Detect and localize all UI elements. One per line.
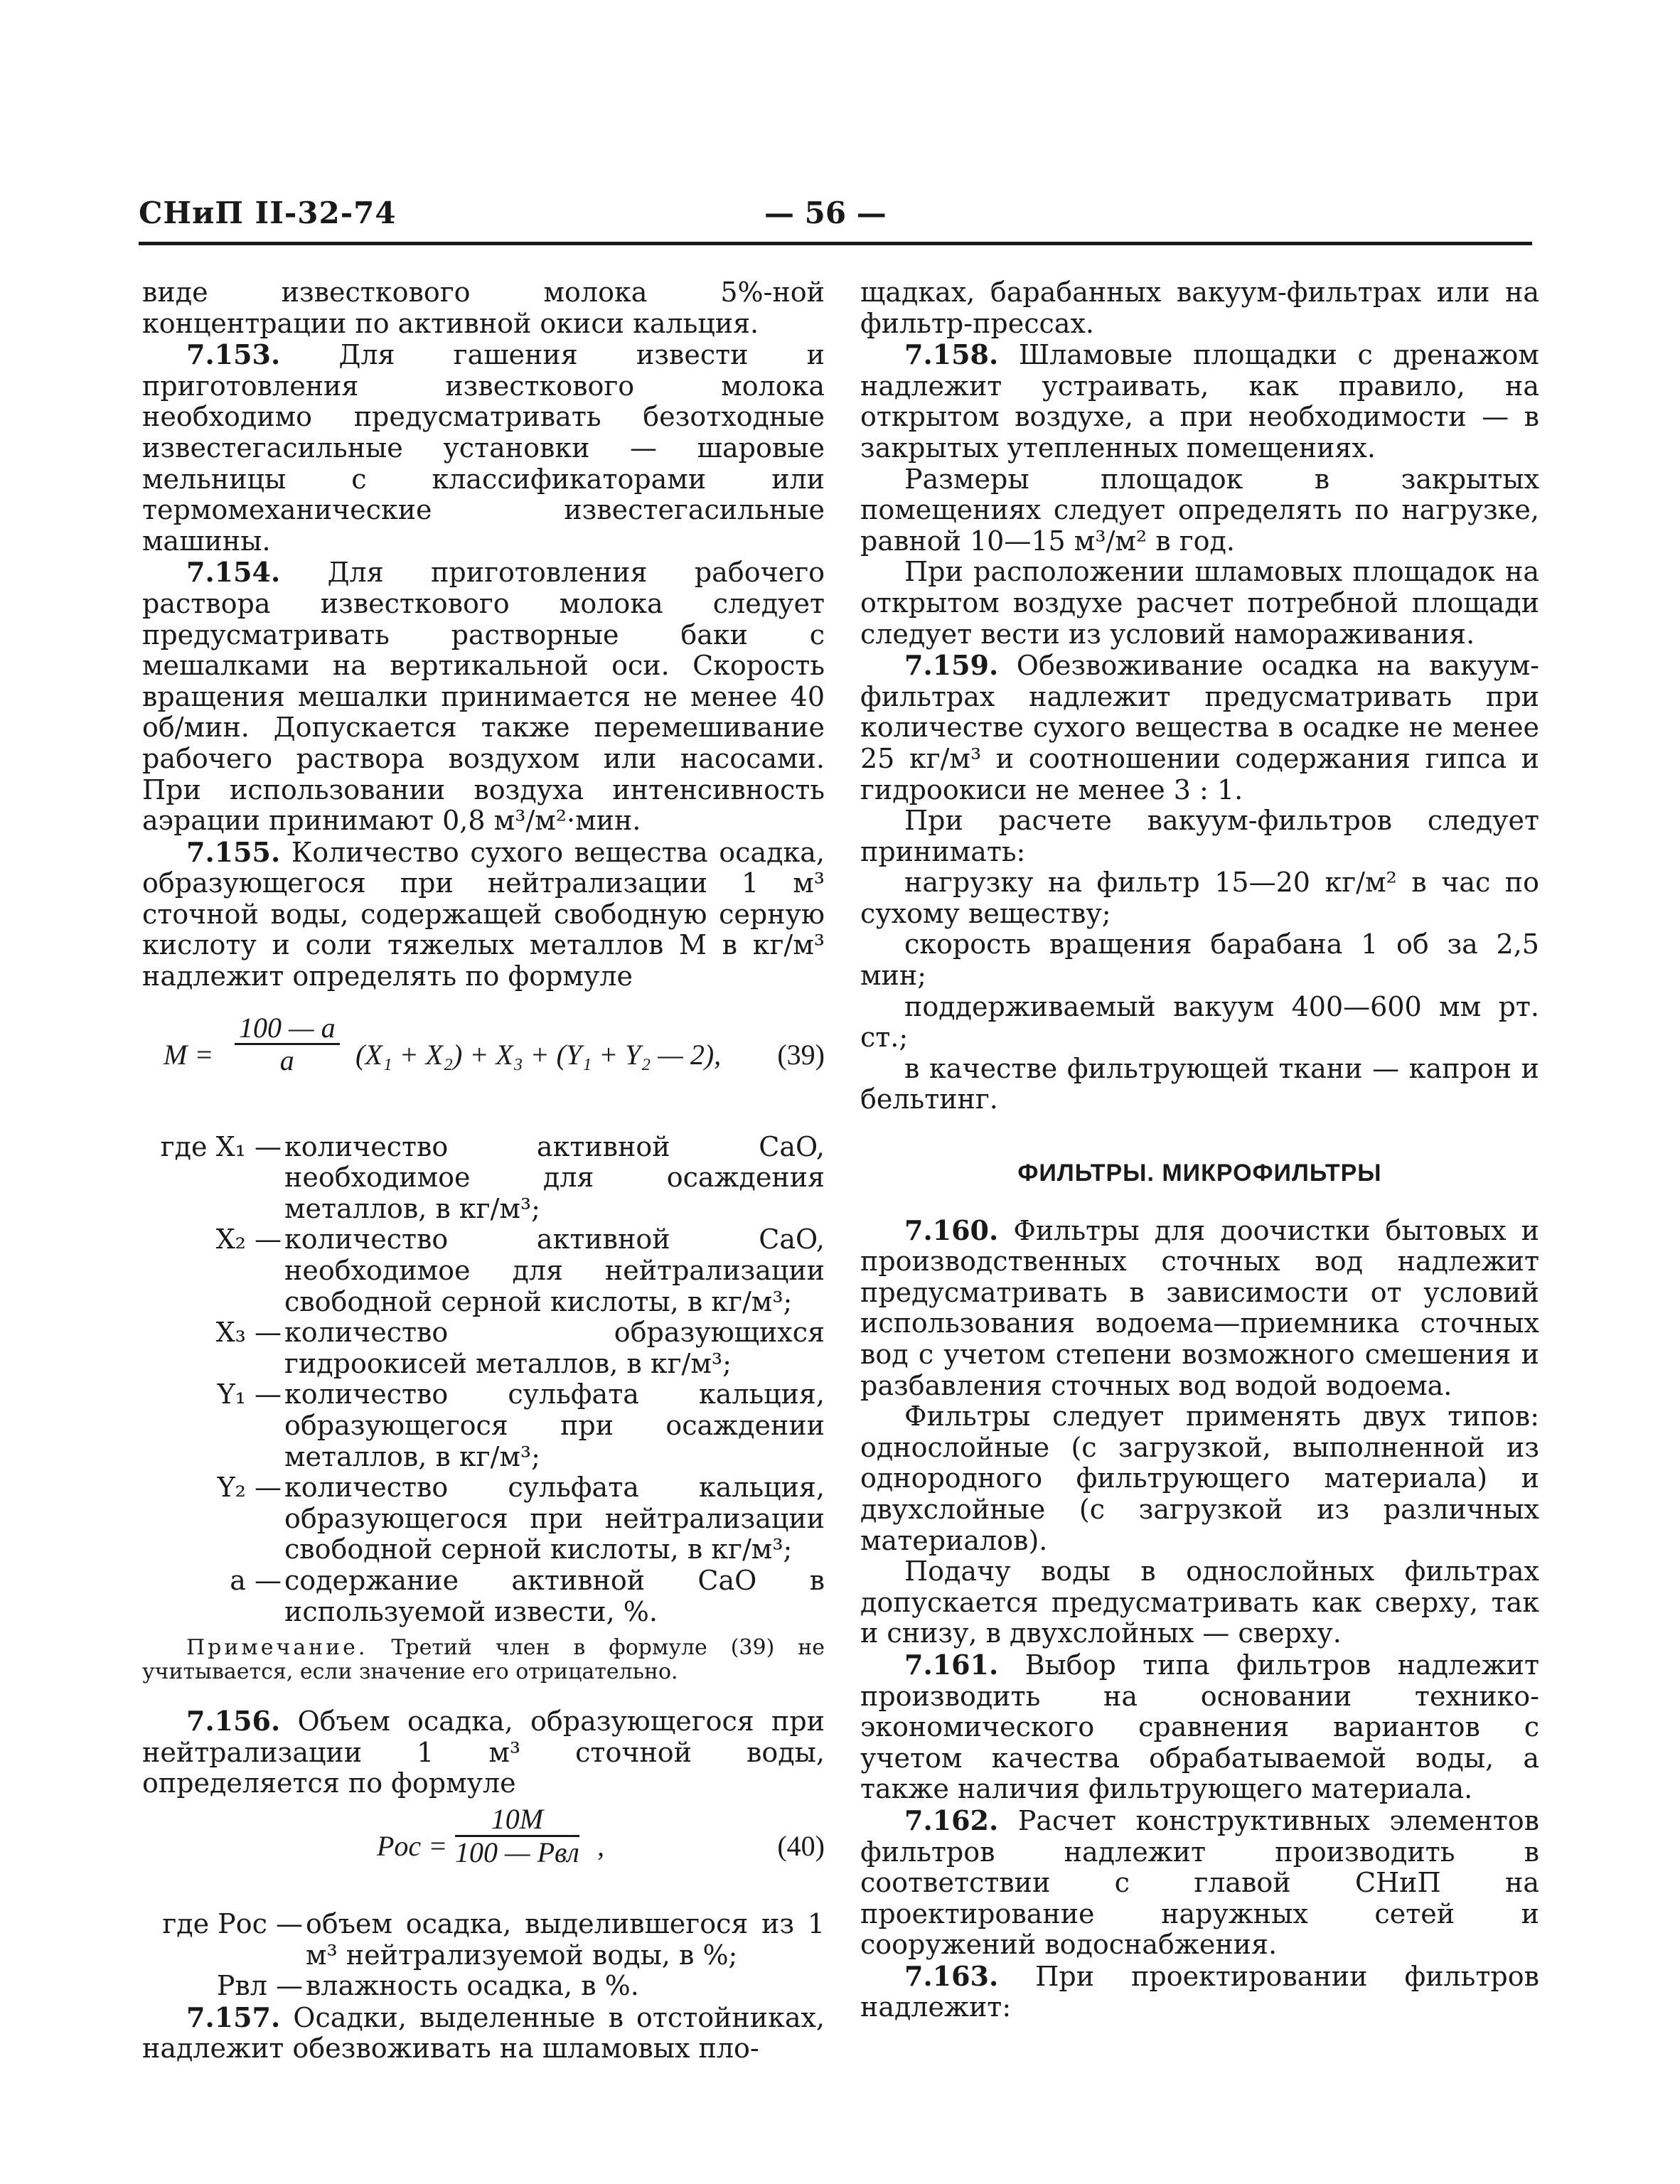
legend-item: [142, 1132, 825, 1225]
clause-text: Количество сухого вещества осадка, образующегося при нейтрализации 1 м³ сточной воды, содержащей свободную серную кислоту и соли тяжелых металлов M в кг/м³ надлежит определять по формуле: [142, 836, 825, 992]
legend-symbol: X₂ —: [215, 1224, 282, 1256]
clause-number: 7.153.: [186, 338, 281, 371]
legend-symbol: Y₂ —: [217, 1472, 282, 1504]
clause-text: Шламовые площадки с дренажом надлежит устраивать, как правило, на открытом воздухе, а при необходимости — в закрытых утепленных помещениях.: [860, 339, 1539, 464]
formula-fraction: [455, 1804, 579, 1868]
note: [142, 1636, 825, 1684]
paragraph-7-158: [860, 339, 1539, 464]
clause-text: При проектировании фильтров надлежит:: [860, 1960, 1539, 2023]
paragraph: При расчете вакуум-фильтров следует принимать:: [860, 805, 1539, 867]
list-item: скорость вращения барабана 1 об за 2,5 мин;: [860, 928, 1539, 992]
legend-symbol: X₃ —: [215, 1317, 282, 1349]
clause-text: Фильтры для доочистки бытовых и производственных сточных вод надлежит предусматривать в зависимости от условий использования водоема—приемника сточных вод с учетом степени возможного смешения и разбавления сточных вод водой водоема.: [860, 1214, 1539, 1401]
paragraph-7-159: [860, 650, 1539, 805]
formula-39-legend: [142, 1132, 825, 1628]
clause-number: 7.155.: [186, 835, 281, 868]
formula-lhs: M =: [164, 1038, 214, 1071]
paragraph-7-161: [860, 1649, 1539, 1805]
clause-text: Обезвоживание осадка на вакуум-фильтрах надлежит предусматривать при количестве сухого вещества в осадке не менее 25 кг/м³ и соотношении содержания гипса и гидроокиси не менее 3 : 1.: [860, 650, 1539, 805]
legend-text: количество сульфата кальция, образующегося при нейтрализации свободной серной кислоты, в кг/м³;: [284, 1472, 825, 1565]
clause-number: 7.163.: [904, 1959, 999, 1992]
legend-text: количество активной CaO, необходимое для нейтрализации свободной серной кислоты, в кг/м³;: [284, 1224, 825, 1317]
formula-40-legend: [142, 1909, 825, 2002]
paragraph-7-160: [860, 1215, 1539, 1402]
legend-item: [142, 1472, 825, 1565]
legend-symbol: где X₁ —: [160, 1130, 282, 1162]
equation-number: (39): [777, 1038, 825, 1071]
fraction-numerator: 10M: [455, 1804, 579, 1837]
paragraph: При расположении шламовых площадок на открытом воздухе расчет потребной площади следует вести из условий намораживания.: [860, 556, 1539, 650]
paragraph: Фильтры следует применять двух типов: однослойные (с загрузкой, выполненной из однородного фильтрующего материала) и двухслойные (с загрузкой из различных материалов).: [860, 1401, 1539, 1556]
formula-40: [142, 1804, 825, 1896]
legend-text: влажность осадка, в %.: [306, 1970, 639, 2002]
document-code: СНиП II-32-74: [139, 196, 397, 230]
formula-39: [142, 1012, 825, 1119]
fraction-denominator: a: [279, 1044, 294, 1077]
clause-number: 7.154.: [186, 556, 281, 589]
left-column: [142, 277, 825, 2065]
formula-fraction: [235, 1012, 340, 1076]
paragraph-7-154: [142, 557, 825, 836]
clause-number: 7.156.: [186, 1705, 281, 1738]
legend-item: [142, 1909, 825, 1971]
legend-item: [142, 1971, 825, 2002]
legend-item: [142, 1565, 825, 1627]
paragraph-7-156: [142, 1706, 825, 1799]
legend-symbol: Y₁ —: [217, 1379, 282, 1410]
paragraph: Подачу воды в однослойных фильтрах допускается предусматривать как сверху, так и снизу, в двухслойных — сверху.: [860, 1556, 1539, 1649]
clause-number: 7.158.: [904, 338, 999, 371]
page-header: [139, 196, 1532, 238]
list-item: поддерживаемый вакуум 400—600 мм рт. ст.;: [860, 990, 1539, 1054]
paragraph-7-153: [142, 339, 825, 557]
legend-item: [142, 1379, 825, 1472]
legend-item: [142, 1224, 825, 1317]
legend-symbol: Pвл —: [216, 1970, 303, 2002]
legend-text: количество сульфата кальция, образующегося при осаждении металлов, в кг/м³;: [284, 1379, 825, 1472]
right-column: [860, 277, 1539, 2023]
formula-lhs: Pос =: [377, 1829, 448, 1862]
clause-number: 7.160.: [904, 1214, 999, 1246]
note-text: Третий член в формуле (39) не учитывается, если значение его отрицательно.: [142, 1635, 825, 1685]
note-label: Примечание.: [186, 1635, 368, 1661]
paragraph-continuation: щадках, барабанных вакуум-фильтрах или на фильтр-прессах.: [860, 277, 1539, 339]
page-number: — 56 —: [764, 196, 887, 230]
fraction-denominator: 100 — Pвл: [455, 1836, 579, 1868]
legend-item: [142, 1317, 825, 1379]
header-rule: [139, 242, 1532, 245]
list-item: нагрузку на фильтр 15—20 кг/м² в час по сухому веществу;: [860, 867, 1539, 929]
clause-number: 7.161.: [904, 1648, 999, 1681]
paragraph-7-155: [142, 837, 825, 992]
legend-text: содержание активной CaO в используемой извести, %.: [284, 1564, 825, 1627]
clause-number: 7.157.: [186, 2001, 281, 2033]
paragraph-7-162: [860, 1805, 1539, 1961]
equation-number: (40): [777, 1829, 825, 1862]
paragraph: Размеры площадок в закрытых помещениях следует определять по нагрузке, равной 10—15 м³/м² в год.: [860, 463, 1539, 557]
clause-text: Для приготовления рабочего раствора известкового молока следует предусматривать растворные баки с мешалками на вертикальной оси. Скорость вращения мешалки принимается не менее 40 об/мин. Допускается также перемешивание рабочего раствора воздухом или насосами. При использовании воздуха интенсивность аэрации принимают 0,8 м³/м²·мин.: [142, 557, 825, 837]
legend-symbol: a —: [230, 1564, 282, 1596]
clause-text: Для гашения извести и приготовления известкового молока необходимо предусматривать безотходные известегасильные установки — шаровые мельницы с классификаторами или термомеханические известегасильные машины.: [142, 339, 825, 557]
legend-text: количество активной CaO, необходимое для осаждения металлов, в кг/м³;: [284, 1130, 825, 1224]
clause-number: 7.159.: [904, 649, 999, 682]
clause-number: 7.162.: [904, 1804, 999, 1836]
paragraph-7-157: [142, 2002, 825, 2065]
formula-comma: ,: [597, 1829, 604, 1862]
clause-text: Осадки, выделенные в отстойниках, надлежит обезвоживать на шламовых пло-: [142, 2001, 825, 2065]
list-item: в качестве фильтрующей ткани — капрон и бельтинг.: [860, 1052, 1539, 1115]
paragraph-7-163: [860, 1961, 1539, 2023]
clause-text: Объем осадка, образующегося при нейтрализации 1 м³ сточной воды, определяется по формуле: [142, 1706, 825, 1799]
legend-symbol: где Pос —: [162, 1907, 303, 1939]
legend-text: объем осадка, выделившегося из 1 м³ нейтрализуемой воды, в %;: [306, 1907, 825, 1971]
clause-text: Выбор типа фильтров надлежит производить на основании технико-экономического сравнения вариантов с учетом качества обрабатываемой воды, а также наличия фильтрующего материала.: [860, 1649, 1539, 1805]
section-heading: ФИЛЬТРЫ. МИКРОФИЛЬТРЫ: [1017, 1160, 1382, 1187]
legend-text: количество образующихся гидроокисей металлов, в кг/м³;: [284, 1317, 825, 1379]
clause-text: Расчет конструктивных элементов фильтров надлежит производить в соответствии с главой СНиП на проектирование наружных сетей и сооружений водоснабжения.: [860, 1804, 1539, 1961]
formula-terms: (X₁ + X₂) + X₃ + (Y₁ + Y₂ — 2),: [355, 1038, 722, 1071]
paragraph-continuation: виде известкового молока 5%-ной концентрации по активной окиси кальция.: [142, 277, 825, 339]
fraction-numerator: 100 — a: [235, 1012, 340, 1046]
